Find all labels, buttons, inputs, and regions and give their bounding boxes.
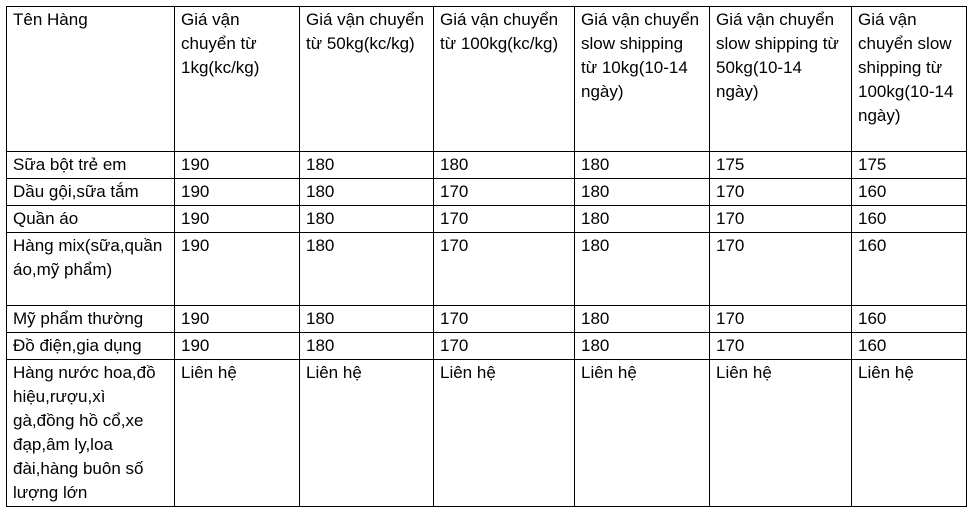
price-cell: Liên hệ: [300, 360, 434, 507]
product-name-cell: Mỹ phẩm thường: [7, 306, 175, 333]
price-cell: 180: [300, 206, 434, 233]
price-cell: 180: [575, 152, 710, 179]
price-cell: 170: [710, 179, 852, 206]
product-name-cell: Quần áo: [7, 206, 175, 233]
table-row: [7, 206, 967, 233]
table-row: [7, 179, 967, 206]
price-cell: 160: [852, 179, 967, 206]
price-cell: 190: [175, 152, 300, 179]
header-slow-price-from-100kg: Giá vận chuyển slow shipping từ 100kg(10-14 ngày): [852, 7, 967, 152]
price-cell: 180: [575, 333, 710, 360]
price-cell: Liên hệ: [434, 360, 575, 507]
price-cell: 160: [852, 333, 967, 360]
table-row: [7, 233, 967, 306]
price-cell: 180: [300, 152, 434, 179]
product-name-cell: Đồ điện,gia dụng: [7, 333, 175, 360]
table-row: [7, 360, 967, 507]
price-cell: 170: [710, 206, 852, 233]
price-cell: 170: [710, 333, 852, 360]
price-cell: Liên hệ: [575, 360, 710, 507]
header-slow-price-from-10kg: Giá vận chuyển slow shipping từ 10kg(10-14 ngày): [575, 7, 710, 152]
price-cell: 170: [434, 179, 575, 206]
price-cell: Liên hệ: [175, 360, 300, 507]
price-cell: 180: [300, 179, 434, 206]
price-cell: 190: [175, 333, 300, 360]
price-cell: 170: [434, 206, 575, 233]
product-name-cell: Hàng mix(sữa,quần áo,mỹ phẩm): [7, 233, 175, 306]
price-cell: 180: [300, 306, 434, 333]
price-cell: 180: [434, 152, 575, 179]
price-cell: 180: [300, 233, 434, 306]
header-row: [7, 7, 967, 152]
header-slow-price-from-50kg: Giá vận chuyển slow shipping từ 50kg(10-14 ngày): [710, 7, 852, 152]
header-price-from-1kg: Giá vận chuyển từ 1kg(kc/kg): [175, 7, 300, 152]
price-cell: 170: [434, 233, 575, 306]
price-cell: Liên hệ: [852, 360, 967, 507]
header-price-from-50kg: Giá vận chuyển từ 50kg(kc/kg): [300, 7, 434, 152]
header-price-from-100kg: Giá vận chuyển từ 100kg(kc/kg): [434, 7, 575, 152]
price-cell: 170: [434, 306, 575, 333]
price-cell: 160: [852, 306, 967, 333]
product-name-cell: Hàng nước hoa,đồ hiệu,rượu,xì gà,đồng hồ cổ,xe đạp,âm ly,loa đài,hàng buôn số lượng lớn: [7, 360, 175, 507]
price-cell: 170: [710, 306, 852, 333]
price-cell: 180: [575, 179, 710, 206]
product-name-cell: Dầu gội,sữa tắm: [7, 179, 175, 206]
price-cell: 190: [175, 233, 300, 306]
price-cell: 170: [710, 233, 852, 306]
price-cell: 180: [575, 306, 710, 333]
price-cell: 190: [175, 179, 300, 206]
price-cell: 175: [710, 152, 852, 179]
table-row: [7, 306, 967, 333]
price-cell: 190: [175, 306, 300, 333]
price-cell: Liên hệ: [710, 360, 852, 507]
price-cell: 160: [852, 206, 967, 233]
price-cell: 180: [575, 206, 710, 233]
price-cell: 160: [852, 233, 967, 306]
price-cell: 180: [575, 233, 710, 306]
price-cell: 175: [852, 152, 967, 179]
table-row: [7, 333, 967, 360]
price-cell: 190: [175, 206, 300, 233]
header-product-name: Tên Hàng: [7, 7, 175, 152]
shipping-price-table: [6, 6, 967, 507]
price-cell: 170: [434, 333, 575, 360]
product-name-cell: Sữa bột trẻ em: [7, 152, 175, 179]
price-cell: 180: [300, 333, 434, 360]
table-row: [7, 152, 967, 179]
